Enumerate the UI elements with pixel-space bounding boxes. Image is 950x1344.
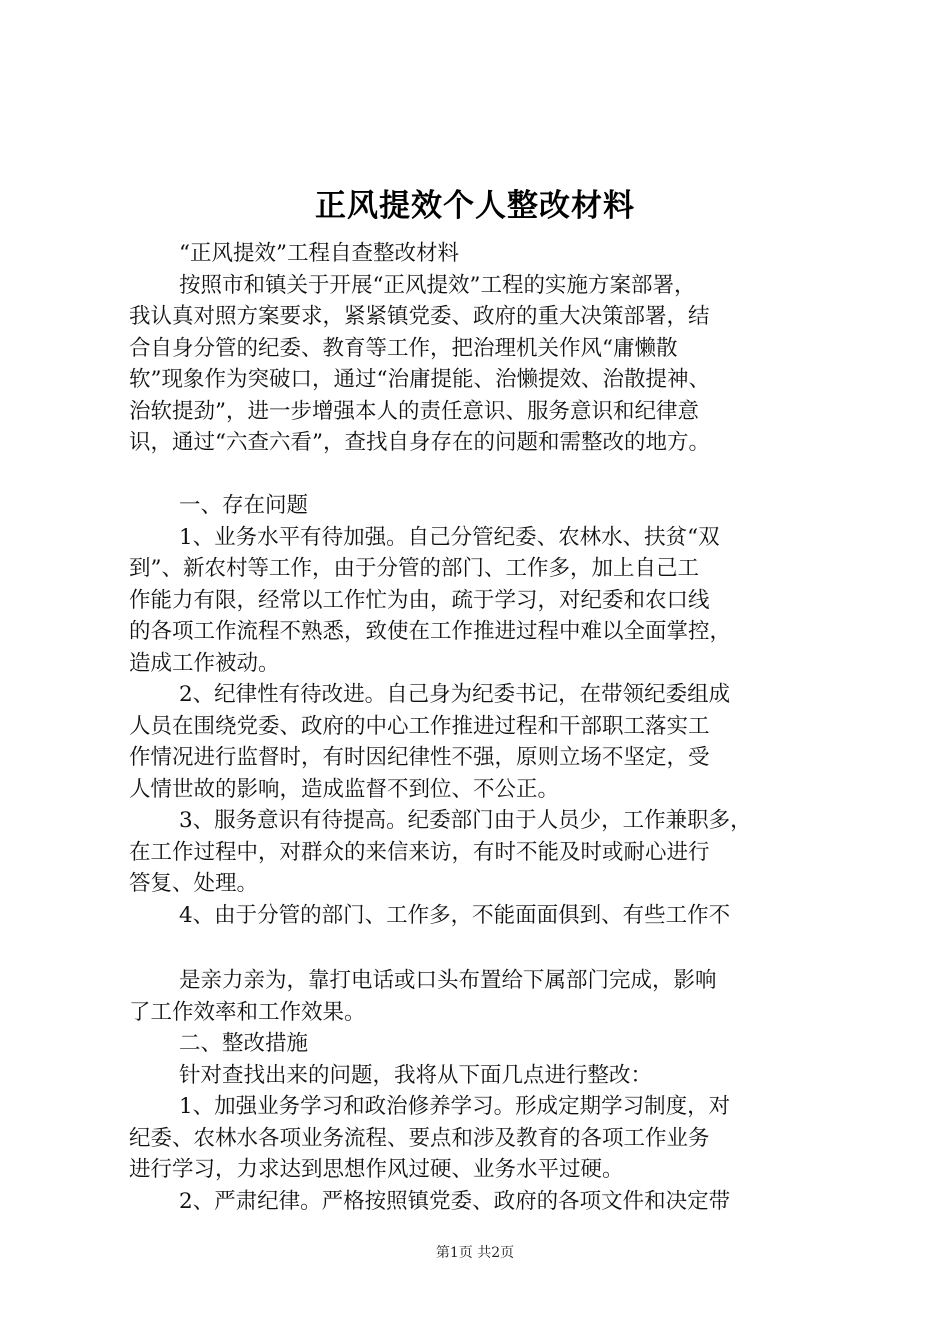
- section-heading: 二、整改措施: [179, 1031, 309, 1056]
- document-subtitle: “正风提效”工程自查整改材料: [179, 241, 459, 266]
- paragraph-line: 纪委、农林水各项业务流程、要点和涉及教育的各项工作业务: [129, 1125, 710, 1151]
- paragraph-line: 进行学习，力求达到思想作风过硬、业务水平过硬。: [129, 1157, 624, 1182]
- blank-line: [129, 459, 829, 491]
- paragraph-line: 2、纪律性有待改进。自己身为纪委书记，在带领纪委组成: [179, 682, 731, 707]
- paragraph-line: 按照市和镇关于开展“正风提效”工程的实施方案部署，: [179, 272, 696, 298]
- paragraph-line: 造成工作被动。: [129, 650, 280, 676]
- paragraph-line: 在工作过程中，对群众的来信来访，有时不能及时或耐心进行: [129, 839, 710, 865]
- paragraph-line: 治软提劲”，进一步增强本人的责任意识、服务意识和纪律意: [129, 398, 699, 424]
- paragraph-line: 1、业务水平有待加强。自己分管纪委、农林水、扶贫“双: [179, 524, 720, 550]
- document-title: 正风提效个人整改材料: [315, 188, 635, 224]
- paragraph-line: 作能力有限，经常以工作忙为由，疏于学习，对纪委和农口线: [129, 587, 710, 613]
- paragraph-line: 是亲力亲为，靠打电话或口头布置给下属部门完成，影响: [179, 968, 717, 993]
- paragraph-line: 2、严肃纪律。严格按照镇党委、政府的各项文件和决定带: [179, 1188, 731, 1214]
- paragraph-line: 识，通过“六查六看”，查找自身存在的问题和需整改的地方。: [129, 430, 710, 455]
- paragraph-line: 针对查找出来的问题，我将从下面几点进行整改：: [179, 1062, 653, 1088]
- paragraph-line: 作情况进行监督时，有时因纪律性不强，原则立场不坚定，受: [129, 745, 710, 770]
- paragraph-line: 我认真对照方案要求，紧紧镇党委、政府的重大决策部署，结: [129, 304, 710, 329]
- paragraph-line: 1、加强业务学习和政治修养学习。形成定期学习制度，对: [179, 1094, 731, 1119]
- blank-line: [129, 931, 829, 965]
- paragraph-line: 人员在围绕党委、政府的中心工作推进过程和干部职工落实工: [129, 713, 710, 739]
- paragraph-line: 到”、新农村等工作，由于分管的部门、工作多，加上自己工: [129, 556, 699, 581]
- section-heading: 一、存在问题: [179, 493, 309, 518]
- paragraph-line: 的各项工作流程不熟悉，致使在工作推进过程中难以全面掌控，: [129, 619, 732, 644]
- paragraph-line: 了工作效率和工作效果。: [129, 999, 366, 1025]
- paragraph-line: 4、由于分管的部门、工作多，不能面面俱到、有些工作不: [179, 902, 731, 928]
- paragraph-line: 合自身分管的纪委、教育等工作，把治理机关作风“庸懒散: [129, 335, 678, 361]
- paragraph-line: 软”现象作为突破口，通过“治庸提能、治懒提效、治散提神、: [129, 367, 710, 392]
- document-body: [129, 238, 829, 1217]
- paragraph-line: 答复、处理。: [129, 871, 259, 896]
- page-footer: 第1页 共2页: [435, 1245, 515, 1261]
- paragraph-line: 3、服务意识有待提高。纪委部门由于人员少，工作兼职多，: [179, 808, 752, 833]
- paragraph-line: 人情世故的影响，造成监督不到位、不公正。: [129, 776, 560, 802]
